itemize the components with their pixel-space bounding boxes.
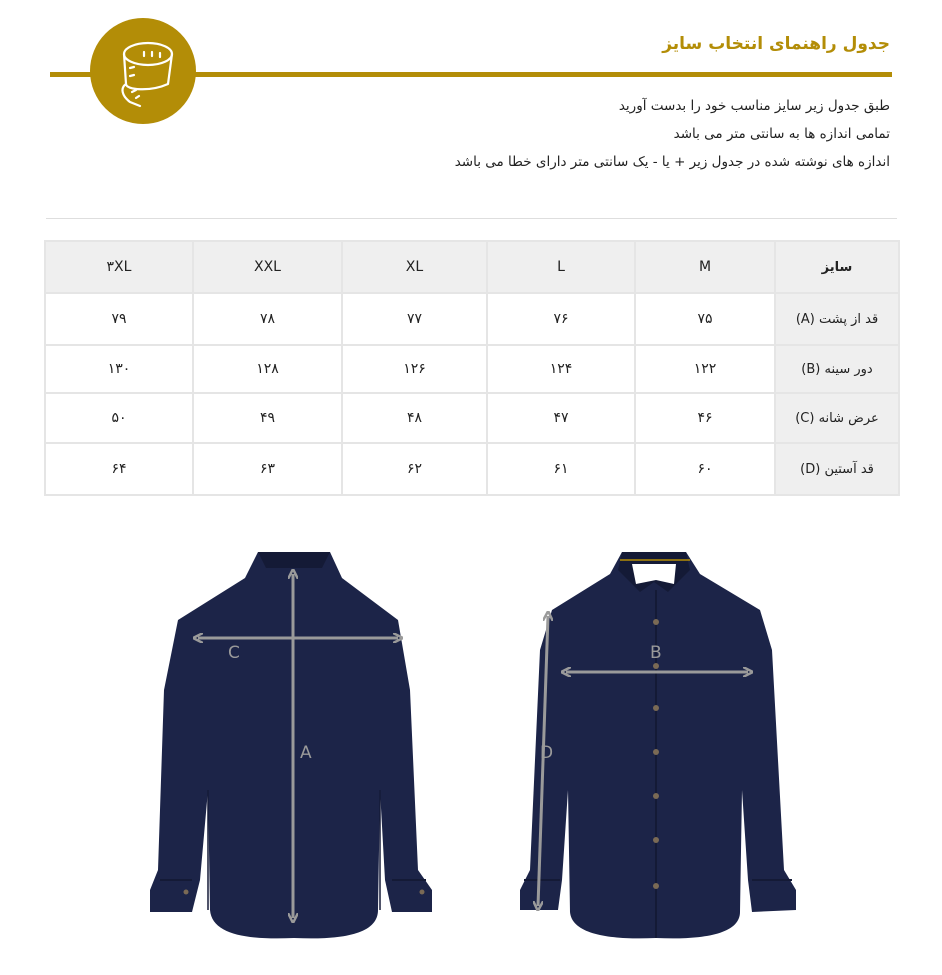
intro-text	[290, 92, 890, 176]
size-header: ۳XL	[45, 241, 193, 293]
shirt-button	[653, 793, 659, 799]
cuff-button	[420, 890, 425, 895]
table-cell: ۶۰	[635, 443, 775, 495]
row-label: قد از پشت (A)	[775, 293, 899, 345]
table-cell: ۱۳۰	[45, 345, 193, 393]
table-cell: ۷۶	[487, 293, 635, 345]
table-cell: ۷۸	[193, 293, 342, 345]
row-label: قد آستین (D)	[775, 443, 899, 495]
shirt-button	[653, 619, 659, 625]
table-header-row	[45, 241, 899, 293]
table-cell: ۶۱	[487, 443, 635, 495]
row-label: عرض شانه (C)	[775, 393, 899, 443]
table-cell: ۷۵	[635, 293, 775, 345]
table-cell: ۷۷	[342, 293, 487, 345]
table-cell: ۱۲۶	[342, 345, 487, 393]
table-cell: ۶۴	[45, 443, 193, 495]
table-cell: ۶۳	[193, 443, 342, 495]
shirt-button	[653, 883, 659, 889]
section-divider	[46, 218, 897, 219]
shirt-button	[653, 705, 659, 711]
table-cell: ۷۹	[45, 293, 193, 345]
table-cell: ۶۲	[342, 443, 487, 495]
size-header: XL	[342, 241, 487, 293]
size-header: XXL	[193, 241, 342, 293]
size-table	[44, 240, 900, 496]
intro-line: اندازه های نوشته شده در جدول زیر + یا - یک سانتی متر دارای خطا می باشد	[454, 154, 890, 170]
label-d: D	[540, 743, 554, 763]
table-row	[45, 393, 899, 443]
table-cell: ۵۰	[45, 393, 193, 443]
table-cell: ۱۲۴	[487, 345, 635, 393]
measuring-tape-icon	[90, 18, 196, 124]
table-cell: ۱۲۲	[635, 345, 775, 393]
intro-line: تمامی اندازه ها به سانتی متر می باشد	[673, 126, 890, 142]
table-cell: ۴۷	[487, 393, 635, 443]
intro-line: طبق جدول زیر سایز مناسب خود را بدست آورید	[618, 98, 890, 114]
front-shirt	[520, 552, 796, 938]
shirt-button	[653, 663, 659, 669]
back-collar	[258, 552, 330, 568]
label-c: C	[228, 643, 240, 663]
size-header: L	[487, 241, 635, 293]
table-cell: ۴۶	[635, 393, 775, 443]
shirt-measurement-diagram	[0, 540, 942, 971]
table-header-label: سایز	[775, 241, 899, 293]
measuring-tape-badge	[90, 18, 196, 124]
back-shirt	[150, 552, 432, 938]
table-row	[45, 293, 899, 345]
table-cell: ۴۹	[193, 393, 342, 443]
row-label: دور سینه (B)	[775, 345, 899, 393]
back-shirt-body	[150, 552, 432, 938]
table-cell: ۱۲۸	[193, 345, 342, 393]
label-a: A	[300, 743, 312, 763]
cuff-button	[184, 890, 189, 895]
shirt-button	[653, 749, 659, 755]
table-row	[45, 443, 899, 495]
table-row	[45, 345, 899, 393]
shirt-diagram-svg	[0, 540, 942, 971]
page-title: جدول راهنمای انتخاب سایز	[662, 34, 890, 54]
size-header: M	[635, 241, 775, 293]
shirt-button	[653, 837, 659, 843]
table-cell: ۴۸	[342, 393, 487, 443]
label-b: B	[650, 643, 662, 663]
